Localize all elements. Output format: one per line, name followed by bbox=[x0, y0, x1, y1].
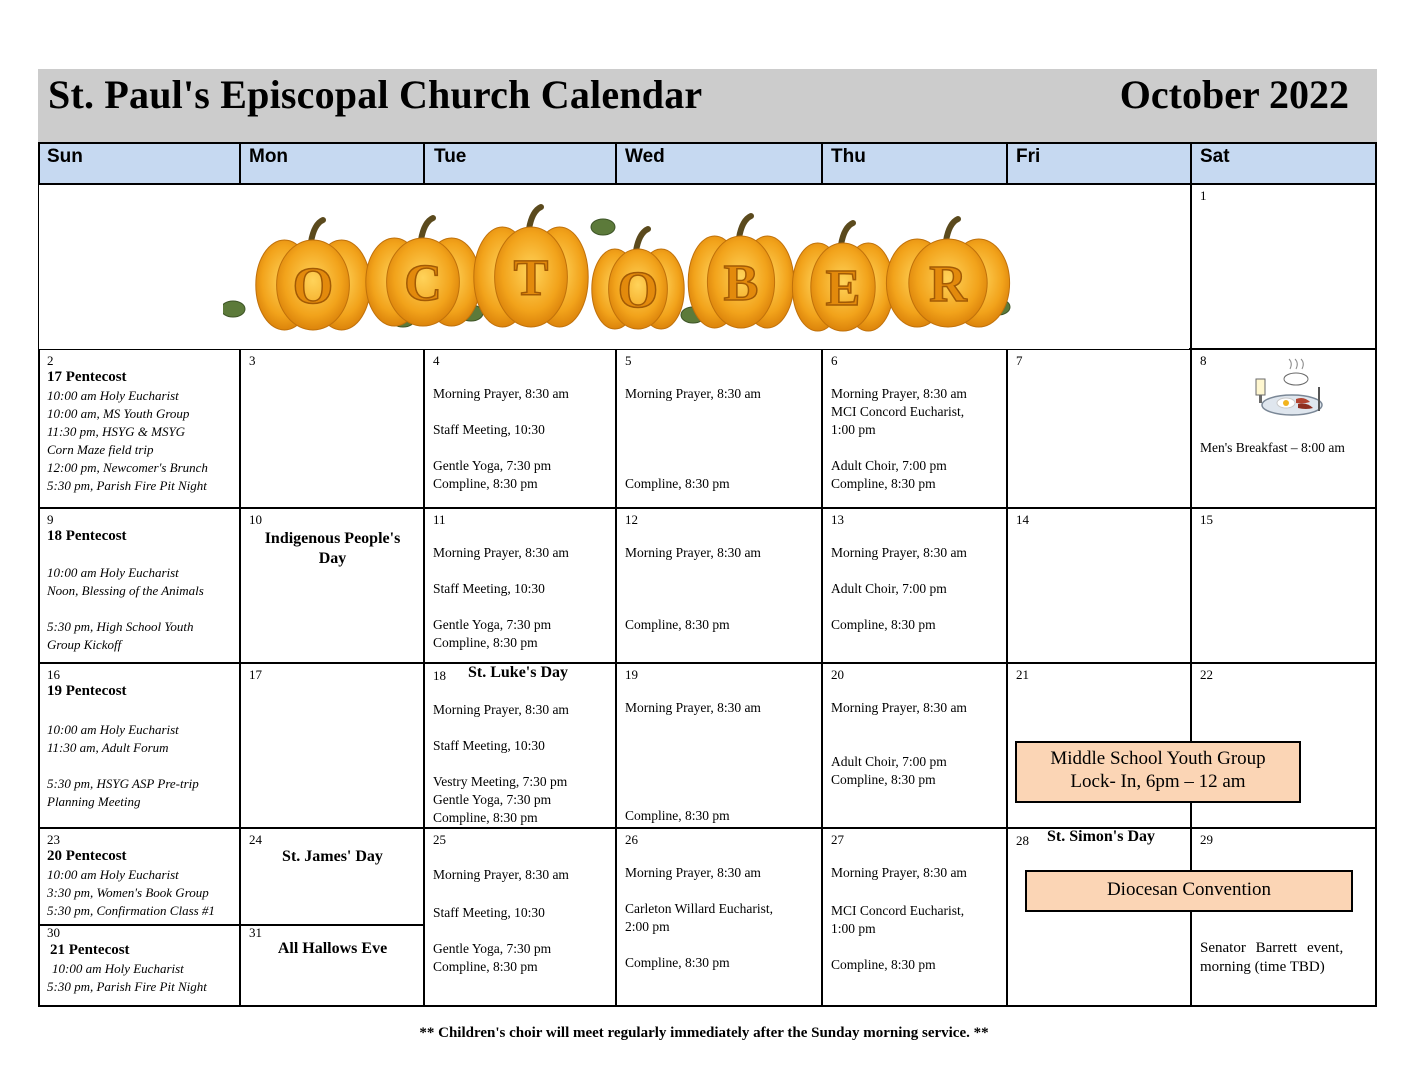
date-11: 11 bbox=[433, 512, 446, 527]
breakfast-icon bbox=[1248, 357, 1328, 427]
event-line: Morning Prayer, 8:30 am bbox=[433, 545, 569, 560]
event-line: 10:00 am Holy Eucharist bbox=[52, 961, 184, 976]
event-line: Carleton Willard Eucharist, bbox=[625, 901, 774, 916]
date-15: 15 bbox=[1200, 512, 1213, 527]
date-31: 31 bbox=[249, 925, 262, 940]
split-line bbox=[38, 924, 424, 926]
date-14: 14 bbox=[1016, 512, 1029, 527]
weekday-sun: Sun bbox=[47, 146, 83, 167]
pumpkin-icon bbox=[592, 229, 684, 329]
date-30: 30 bbox=[47, 925, 60, 940]
event-line: Morning Prayer, 8:30 am bbox=[433, 702, 569, 717]
event-line: Gentle Yoga, 7:30 pm bbox=[433, 617, 552, 632]
event-line: morning (time TBD) bbox=[1200, 959, 1325, 975]
event-line: Vestry Meeting, 7:30 pm bbox=[433, 774, 568, 789]
event-line: Noon, Blessing of the Animals bbox=[47, 583, 204, 598]
pumpkin-icon bbox=[792, 223, 893, 331]
banner-letter: B bbox=[723, 255, 759, 312]
event-line: Compline, 8:30 pm bbox=[831, 476, 936, 491]
date-13: 13 bbox=[831, 512, 844, 527]
banner-letter: E bbox=[825, 260, 861, 317]
event-line: Morning Prayer, 8:30 am bbox=[831, 545, 967, 560]
banner-letter: T bbox=[513, 250, 549, 307]
date-4: 4 bbox=[433, 353, 440, 368]
event-line: Compline, 8:30 pm bbox=[831, 617, 936, 632]
diocesan-convention-event bbox=[1025, 870, 1353, 912]
event-line: Morning Prayer, 8:30 am bbox=[433, 386, 569, 401]
date-16: 16 bbox=[47, 667, 60, 682]
event-line: Compline, 8:30 pm bbox=[625, 955, 730, 970]
weekday-fri: Fri bbox=[1016, 146, 1041, 167]
holiday-label: St. James' Day bbox=[282, 848, 383, 865]
event-line: Compline, 8:30 pm bbox=[831, 772, 936, 787]
date-27: 27 bbox=[831, 832, 844, 847]
event-title: Diocesan Convention bbox=[1106, 879, 1272, 900]
event-line: Compline, 8:30 pm bbox=[433, 810, 538, 825]
event-line: Morning Prayer, 8:30 am bbox=[625, 545, 761, 560]
event-line: 2:00 pm bbox=[625, 919, 670, 934]
weekday-thu: Thu bbox=[831, 146, 866, 167]
weekday-sat: Sat bbox=[1200, 146, 1230, 167]
pentecost-label: 19 Pentecost bbox=[47, 683, 127, 699]
event-time: Lock- In, 6pm – 12 am bbox=[1070, 771, 1246, 792]
month-title: October 2022 bbox=[1119, 72, 1349, 117]
holiday-label: St. Simon's Day bbox=[1047, 828, 1156, 845]
pentecost-label: 21 Pentecost bbox=[50, 942, 130, 958]
event-line: 5:30 pm, Parish Fire Pit Night bbox=[47, 478, 207, 493]
date-24: 24 bbox=[249, 832, 262, 847]
event-line: 10:00 am, MS Youth Group bbox=[47, 406, 190, 421]
banner-letter: R bbox=[929, 256, 967, 313]
date-12: 12 bbox=[625, 512, 638, 527]
date-19: 19 bbox=[625, 667, 638, 682]
date-1: 1 bbox=[1200, 188, 1207, 203]
pentecost-label: 17 Pentecost bbox=[47, 369, 127, 385]
event-line: Compline, 8:30 pm bbox=[831, 957, 936, 972]
date-23: 23 bbox=[47, 832, 60, 847]
event-line: 5:30 pm, Confirmation Class #1 bbox=[47, 903, 215, 918]
event-line: 1:00 pm bbox=[831, 921, 876, 936]
footer-note: ** Children's choir will meet regularly immediately after the Sunday morning service. ** bbox=[419, 1025, 989, 1041]
date-22: 22 bbox=[1200, 667, 1213, 682]
leaf-icon bbox=[591, 219, 615, 235]
event-line: Staff Meeting, 10:30 bbox=[433, 738, 545, 753]
event-line: Corn Maze field trip bbox=[47, 442, 154, 457]
event-line: 5:30 pm, High School Youth bbox=[47, 619, 194, 634]
pumpkin-icon bbox=[688, 216, 794, 328]
event-line: Adult Choir, 7:00 pm bbox=[831, 754, 947, 769]
grid-line bbox=[1375, 142, 1377, 1007]
date-9: 9 bbox=[47, 512, 54, 527]
event-line: Morning Prayer, 8:30 am bbox=[433, 867, 569, 882]
event-line: Planning Meeting bbox=[47, 794, 141, 809]
event-line: 12:00 pm, Newcomer's Brunch bbox=[47, 460, 208, 475]
holiday-label: All Hallows Eve bbox=[277, 940, 388, 957]
october-pumpkin-banner bbox=[223, 197, 1028, 332]
event-line: Morning Prayer, 8:30 am bbox=[625, 700, 761, 715]
ms-lockin-event bbox=[1015, 741, 1301, 803]
date-17: 17 bbox=[249, 667, 262, 682]
pentecost-label: 20 Pentecost bbox=[47, 848, 127, 864]
event-line: Morning Prayer, 8:30 am bbox=[625, 386, 761, 401]
event-line: Gentle Yoga, 7:30 pm bbox=[433, 941, 552, 956]
pentecost-label: 18 Pentecost bbox=[47, 528, 127, 544]
pumpkin-icon bbox=[256, 220, 370, 330]
date-25: 25 bbox=[433, 832, 446, 847]
event-line: 11:30 am, Adult Forum bbox=[47, 740, 169, 755]
pumpkin-icon bbox=[474, 207, 588, 327]
event-line: Compline, 8:30 pm bbox=[625, 808, 730, 823]
event-line: 5:30 pm, HSYG ASP Pre-trip bbox=[47, 776, 199, 791]
event-line: 10:00 am Holy Eucharist bbox=[47, 722, 179, 737]
event-line: MCI Concord Eucharist, bbox=[831, 404, 965, 419]
event-line: Compline, 8:30 pm bbox=[625, 476, 730, 491]
event-line: Staff Meeting, 10:30 bbox=[433, 581, 545, 596]
event-line: Adult Choir, 7:00 pm bbox=[831, 458, 947, 473]
event-line: 10:00 am Holy Eucharist bbox=[47, 867, 179, 882]
event-line: Staff Meeting, 10:30 bbox=[433, 905, 545, 920]
event-line: Gentle Yoga, 7:30 pm bbox=[433, 458, 552, 473]
event-line: Compline, 8:30 pm bbox=[433, 476, 538, 491]
weekday-wed: Wed bbox=[625, 146, 665, 167]
event-line: Compline, 8:30 pm bbox=[433, 959, 538, 974]
event-line: 10:00 am Holy Eucharist bbox=[47, 388, 179, 403]
pumpkin-icon bbox=[366, 218, 480, 326]
date-18: 18 bbox=[433, 668, 446, 683]
event-line: 5:30 pm, Parish Fire Pit Night bbox=[47, 979, 207, 994]
date-2: 2 bbox=[47, 353, 54, 368]
event-line: Morning Prayer, 8:30 am bbox=[831, 700, 967, 715]
event-line: 10:00 am Holy Eucharist bbox=[47, 565, 179, 580]
title-bar bbox=[38, 69, 1377, 142]
event-line: Compline, 8:30 pm bbox=[625, 617, 730, 632]
date-26: 26 bbox=[625, 832, 638, 847]
event-line: Adult Choir, 7:00 pm bbox=[831, 581, 947, 596]
event-line: Staff Meeting, 10:30 bbox=[433, 422, 545, 437]
leaf-icon bbox=[223, 301, 245, 317]
pumpkin-icon bbox=[886, 219, 1009, 327]
banner-letter: O bbox=[617, 262, 659, 319]
event-line: 1:00 pm bbox=[831, 422, 876, 437]
event-line: Morning Prayer, 8:30 am bbox=[625, 865, 761, 880]
event-line: Men's Breakfast – 8:00 am bbox=[1200, 440, 1345, 455]
calendar-title: St. Paul's Episcopal Church Calendar bbox=[48, 72, 703, 117]
date-21: 21 bbox=[1016, 667, 1029, 682]
banner-letter: C bbox=[404, 255, 442, 312]
date-5: 5 bbox=[625, 353, 632, 368]
date-7: 7 bbox=[1016, 353, 1023, 368]
date-20: 20 bbox=[831, 667, 844, 682]
event-line: Morning Prayer, 8:30 am bbox=[831, 386, 967, 401]
weekday-mon: Mon bbox=[249, 146, 289, 167]
weekday-tue: Tue bbox=[434, 146, 467, 167]
date-29: 29 bbox=[1200, 832, 1213, 847]
banner-letter: O bbox=[292, 258, 334, 315]
event-line: Morning Prayer, 8:30 am bbox=[831, 865, 967, 880]
event-line: Gentle Yoga, 7:30 pm bbox=[433, 792, 552, 807]
event-title: Middle School Youth Group bbox=[1050, 748, 1266, 769]
date-8: 8 bbox=[1200, 353, 1207, 368]
holiday-label: Indigenous People's Day bbox=[264, 530, 401, 567]
event-line: 11:30 pm, HSYG & MSYG bbox=[47, 424, 186, 439]
date-6: 6 bbox=[831, 353, 838, 368]
event-line: Group Kickoff bbox=[47, 637, 122, 652]
holiday-label: St. Luke's Day bbox=[468, 664, 569, 681]
date-28: 28 bbox=[1016, 833, 1029, 848]
date-3: 3 bbox=[249, 353, 256, 368]
event-line: Compline, 8:30 pm bbox=[433, 635, 538, 650]
event-line: 3:30 pm, Women's Book Group bbox=[47, 885, 209, 900]
date-10: 10 bbox=[249, 512, 262, 527]
event-line: MCI Concord Eucharist, bbox=[831, 903, 965, 918]
event-line: Senator Barrett event, bbox=[1200, 940, 1344, 956]
